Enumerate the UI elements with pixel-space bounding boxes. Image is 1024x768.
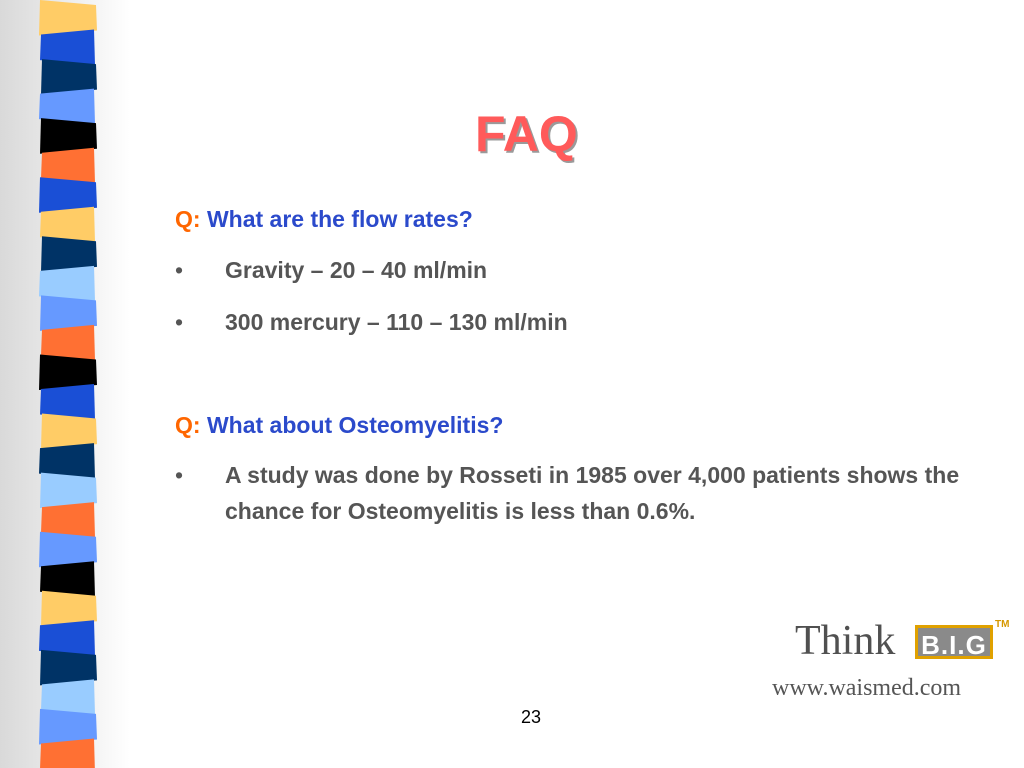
stripe-block [41,679,95,715]
logo-big-badge: B.I.G [915,625,993,659]
bullet-icon: • [175,309,184,335]
question-prefix: Q: [175,412,201,438]
stripe-block [40,738,95,768]
decorative-stripe-column [38,0,100,768]
stripe-block [41,502,95,538]
website-url: www.waismed.com [772,675,962,701]
bullet-icon: • [175,257,184,283]
stripe-block [41,148,95,184]
faq-question-2 [175,411,503,439]
question-text: What about Osteomyelitis? [206,412,504,438]
stripe-block [41,325,95,361]
page-number: 23 [521,707,542,727]
answer-text: Gravity – 20 – 40 ml/min [225,257,488,283]
question-text: What are the flow rates? [206,206,473,232]
question-prefix: Q: [175,206,201,232]
logo-think-text: Think [795,618,896,664]
faq-question-1 [175,205,473,233]
answer-text: 300 mercury – 110 – 130 ml/min [225,309,568,335]
bullet-icon: • [175,462,184,488]
answer-text: A study was done by Rosseti in 1985 over 4,000 patients shows the chance for Osteomyelitis is less than 0.6%. [225,462,960,524]
logo-trademark: TM [995,619,1010,630]
slide-title: FAQ [475,106,578,162]
